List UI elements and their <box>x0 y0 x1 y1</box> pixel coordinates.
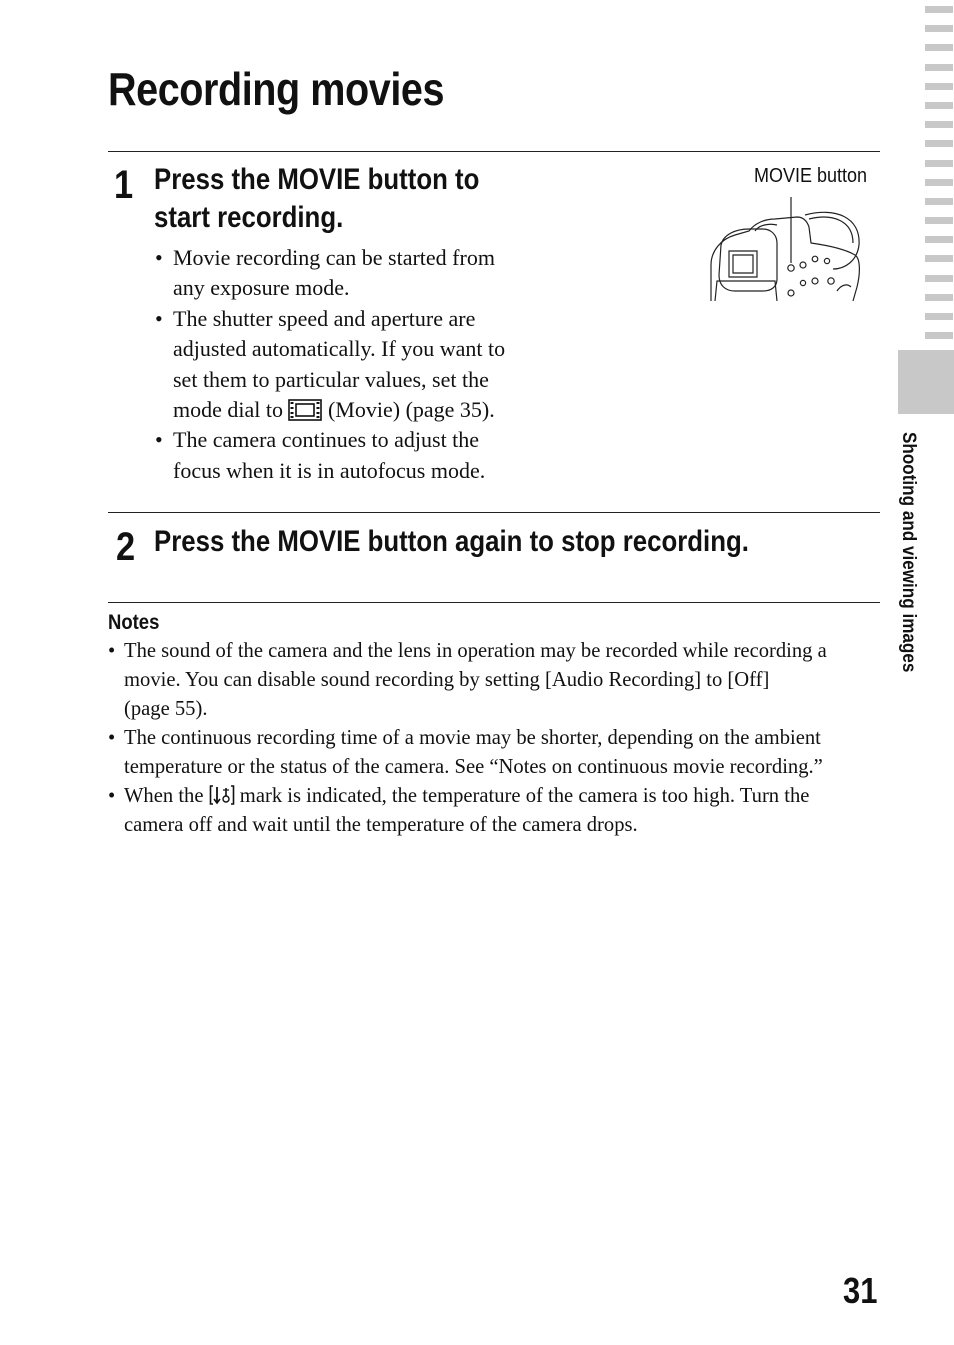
notes-list <box>108 637 884 840</box>
text-line: any exposure mode. <box>173 275 350 301</box>
section-side-label: Shooting and viewing images <box>898 432 919 673</box>
step-1-heading-line: Press the MOVIE button to <box>154 163 480 196</box>
stripe <box>925 294 953 301</box>
stripe <box>925 255 953 262</box>
page-number: 31 <box>843 1270 878 1311</box>
text-line: set them to particular values, set the <box>173 366 489 392</box>
list-item <box>108 637 884 724</box>
bullet-dot: • <box>108 727 116 749</box>
text-fragment: mode dial to <box>173 397 283 423</box>
text-fragment: mark is indicated, the temperature of the camera is too high. Turn the <box>239 785 810 807</box>
list-item <box>155 243 555 304</box>
step-1-number: 1 <box>114 163 134 207</box>
list-item <box>108 724 884 782</box>
movie-film-icon <box>288 399 322 421</box>
step-1-heading <box>154 161 479 237</box>
text-line: camera off and wait until the temperature of the camera drops. <box>124 814 638 836</box>
stripe <box>925 102 953 109</box>
text-line: (page 55). <box>124 698 208 720</box>
text-line <box>124 782 884 811</box>
text-line: Movie recording can be started from <box>173 245 495 270</box>
list-item <box>108 782 884 840</box>
text-line: focus when it is in autofocus mode. <box>173 457 486 483</box>
text-line: temperature or the status of the camera. See “Notes on continuous movie recording.” <box>124 756 823 778</box>
title-rule <box>108 151 880 152</box>
stripe <box>925 44 953 51</box>
step-1-heading-line: start recording. <box>154 201 344 234</box>
movie-button-callout: MOVIE button <box>754 165 868 187</box>
bullet-dot: • <box>108 640 116 662</box>
stripe <box>925 25 953 32</box>
stripe <box>925 140 953 147</box>
text-line: The sound of the camera and the lens in operation may be recorded while recording a <box>124 640 827 662</box>
step-2-number: 2 <box>116 525 136 569</box>
stripe <box>925 275 953 282</box>
camera-back-illustration <box>705 195 865 303</box>
stripe <box>925 179 953 186</box>
side-tab-stripes <box>925 6 953 351</box>
page-title: Recording movies <box>108 63 445 115</box>
step-2-heading: Press the MOVIE button again to stop recording. <box>154 525 749 558</box>
notes-rule <box>108 602 880 603</box>
text-line: The camera continues to adjust the <box>173 427 480 453</box>
side-tab-marker <box>898 350 954 414</box>
stripe <box>925 236 953 243</box>
stripe <box>925 160 953 167</box>
bullet-dot: • <box>155 427 163 453</box>
text-line: The continuous recording time of a movie may be shorter, depending on the ambient <box>124 727 821 749</box>
stripe <box>925 332 953 339</box>
bullet-dot: • <box>108 785 116 807</box>
text-line <box>173 395 555 425</box>
stripe <box>925 64 953 71</box>
text-fragment: (Movie) (page 35). <box>327 397 495 423</box>
list-item <box>155 304 555 426</box>
stripe <box>925 313 953 320</box>
list-item <box>155 425 555 486</box>
stripe <box>925 121 953 128</box>
step-1-bullets <box>155 243 555 486</box>
text-line: adjusted automatically. If you want to <box>173 336 506 362</box>
text-fragment: When the <box>124 785 204 807</box>
bullet-dot: • <box>155 305 163 331</box>
text-line: movie. You can disable sound recording by setting [Audio Recording] to [Off] <box>124 669 770 691</box>
section-rule <box>108 512 880 513</box>
bullet-dot: • <box>155 245 163 270</box>
stripe <box>925 6 953 13</box>
stripe <box>925 198 953 205</box>
temperature-warning-icon <box>209 784 235 806</box>
stripe <box>925 83 953 90</box>
stripe <box>925 217 953 224</box>
notes-title: Notes <box>108 611 160 634</box>
text-line: The shutter speed and aperture are <box>173 305 476 331</box>
